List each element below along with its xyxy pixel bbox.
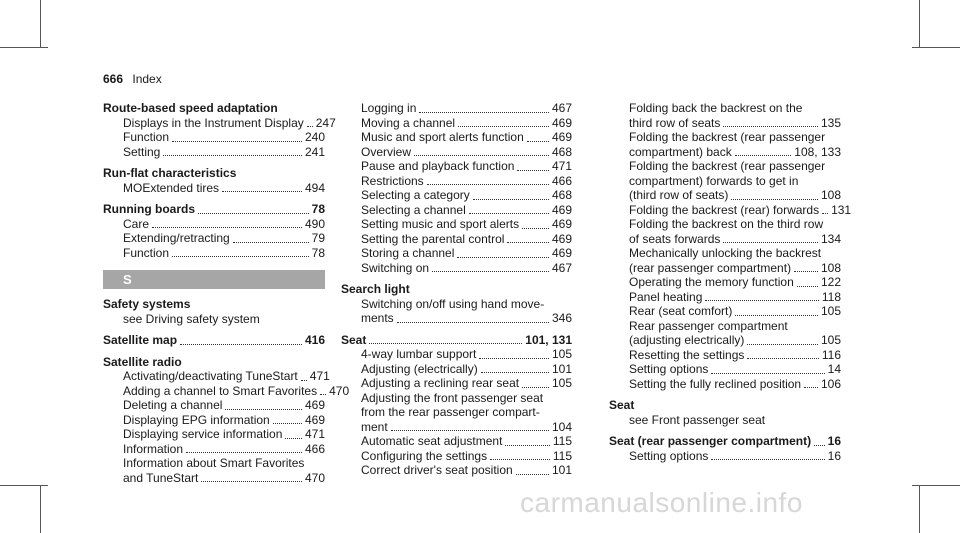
section-title: Index [132,72,162,86]
entry-label: Seat [341,332,367,347]
entry-spacer [103,326,325,333]
index-subentry [341,116,572,131]
page-reference[interactable]: 105 [551,376,572,390]
entry-label: Setting options [629,362,709,376]
index-subentry-text: Folding back the backrest on the [629,101,803,115]
index-heading: Safety systems [103,297,191,311]
index-subentry [103,471,325,486]
entry-label: Setting the parental control [361,231,505,246]
index-column-3 [609,101,852,463]
dot-leader [481,372,549,373]
crop-mark [912,485,960,486]
index-subentry [609,261,841,276]
page-reference[interactable]: 101, 131 [525,332,572,347]
index-subentry [103,231,325,246]
entry-label: MOExtended tires [123,180,220,195]
index-subentry [609,304,841,319]
page-reference[interactable]: 471 [309,369,330,383]
dot-leader [427,184,549,185]
entry-label: Setting music and sport alerts [361,217,520,231]
entry-label: Panel heating [629,289,703,304]
entry-label: Correct driver's seat position [361,463,513,477]
entry-label: Information [123,441,184,456]
dot-leader [397,322,549,323]
index-subentry [103,130,325,145]
index-subentry [609,290,841,305]
index-subentry [341,217,572,232]
index-subentry-text: Rear passenger compartment [629,318,788,333]
dot-leader [507,242,549,243]
entry-label: Activating/deactivating TuneStart [123,369,298,383]
entry-spacer [103,195,325,202]
page-header [103,72,162,86]
page-reference[interactable]: 105 [820,304,841,318]
page-reference[interactable]: 247 [315,115,336,130]
index-subentry-text: Switching on/off using hand move- [361,296,545,311]
index-heading [103,333,325,348]
entry-label: of seats forwards [629,231,721,246]
dot-leader [522,228,549,229]
page-reference[interactable]: 14 [827,362,841,376]
entry-label: Care [123,216,150,231]
index-subentry-text: Folding the backrest on the third row [629,217,824,231]
index-subentry-text: see Driving safety system [123,311,260,326]
entry-label: Overview [361,144,412,159]
dot-leader [414,155,549,156]
entry-label: Running boards [103,202,195,216]
page-reference[interactable]: 471 [304,427,325,441]
index-subentry-text: Adjusting the front passenger seat [361,390,544,405]
page-reference[interactable]: 470 [329,383,350,398]
page-number: 666 [103,72,124,86]
dot-leader [233,242,309,243]
dot-leader [822,213,828,214]
entry-label: Automatic seat adjustment [361,434,503,448]
entry-label: 4-way lumbar support [361,347,477,361]
index-subentry [341,347,572,362]
dot-leader [391,430,549,431]
page-reference[interactable]: 79 [311,231,325,245]
entry-label: Extending/retracting [123,231,230,245]
page-reference[interactable]: 469 [304,412,325,427]
entry-label: Satellite map [103,333,178,347]
dot-leader [473,199,549,200]
crop-mark [40,485,41,533]
entry-label: Restrictions [361,173,424,188]
dot-leader [172,256,309,257]
dot-leader [307,126,313,127]
page-reference[interactable]: 466 [304,441,325,456]
dot-leader [797,286,818,287]
entry-label: (adjusting electrically) [629,333,745,347]
entry-label: ment [361,419,388,434]
entry-label: Music and sport alerts function [361,130,524,144]
entry-label: Displaying service information [123,427,283,441]
page-reference[interactable]: 470 [304,470,325,485]
entry-label: (third row of seats) [629,188,729,202]
entry-spacer [609,391,841,398]
entry-label: Setting [123,144,161,159]
page-reference[interactable]: 106 [820,376,841,391]
page-reference[interactable]: 494 [304,180,325,195]
page-reference[interactable]: 466 [551,173,572,188]
index-subentry [341,261,572,276]
entry-label: (rear passenger compartment) [629,260,792,275]
entry-label: Storing a channel [361,246,455,260]
entry-label: Adjusting a reclining rear seat [361,376,520,390]
dot-leader [517,170,549,171]
dot-leader [285,438,302,439]
dot-leader [505,445,549,446]
entry-spacer [103,159,325,166]
entry-label: Selecting a category [361,188,470,202]
entry-label: Moving a channel [361,115,456,130]
index-subentry [341,174,572,189]
page-reference[interactable]: 16 [827,448,841,463]
dot-leader [469,213,549,214]
index-subentry [609,232,841,247]
index-subentry [103,145,325,160]
page-reference[interactable]: 78 [311,245,325,260]
dot-leader [152,227,302,228]
index-heading [103,202,325,217]
dot-leader [432,271,549,272]
crop-mark [0,485,48,486]
page-reference[interactable]: 469 [551,115,572,130]
index-subentry [609,275,841,290]
dot-leader [458,126,549,127]
entry-spacer [609,427,841,434]
page-reference[interactable]: 469 [551,246,572,260]
index-subentry [609,362,841,377]
page-reference[interactable]: 134 [820,231,841,246]
page-reference[interactable]: 471 [551,159,572,173]
entry-label: Resetting the settings [629,347,745,362]
entry-label: Pause and playback function [361,159,515,173]
index-subentry [341,130,572,145]
index-subentry [103,217,325,232]
dot-leader [711,459,824,460]
entry-label: Deleting a channel [123,398,223,412]
dot-leader [723,126,818,127]
dot-leader [225,409,302,410]
entry-label: third row of seats [629,115,721,130]
dot-leader [814,445,825,446]
entry-label: compartment) back [629,144,732,159]
crop-mark [40,0,41,48]
page-reference[interactable]: 241 [304,144,325,159]
index-column-1 [103,101,350,485]
entry-label: Configuring the settings [361,448,488,463]
page-reference[interactable]: 101 [551,361,572,376]
index-heading [341,333,572,348]
page-reference[interactable]: 469 [551,231,572,246]
page-reference[interactable]: 108, 133 [794,144,841,159]
index-subentry [103,383,350,399]
index-subentry [103,442,325,457]
page-reference[interactable]: 240 [304,130,325,144]
index-subentry [103,181,325,196]
dot-leader [320,394,326,395]
page-reference[interactable]: 108 [820,260,841,275]
dot-leader [723,242,818,243]
page-reference[interactable]: 468 [551,144,572,159]
page-reference[interactable]: 122 [820,275,841,289]
index-subentry [341,246,572,261]
dot-leader [222,191,302,192]
page-reference[interactable]: 105 [820,333,841,347]
crop-mark [919,0,920,48]
index-subentry [609,202,852,218]
entry-label: Function [123,245,170,260]
page-reference[interactable]: 346 [551,311,572,325]
dot-leader [490,459,550,460]
page-reference[interactable]: 467 [551,260,572,275]
dot-leader [301,380,307,381]
dot-leader [419,112,549,113]
page-reference[interactable]: 490 [304,216,325,231]
index-subentry [103,369,330,384]
entry-label: Adjusting (electrically) [361,361,478,376]
entry-spacer [341,275,572,282]
page-reference[interactable]: 101 [551,463,572,477]
index-heading: Run-flat characteristics [103,166,237,180]
page-reference[interactable]: 116 [821,347,841,362]
dot-leader [711,373,824,374]
page-reference[interactable]: 78 [311,202,325,216]
page-reference[interactable]: 131 [831,202,852,217]
entry-label: Operating the memory function [629,275,794,289]
page-reference[interactable]: 115 [552,448,572,463]
index-subentry [103,427,325,442]
index-subentry [341,463,572,478]
page-reference[interactable]: 105 [551,347,572,361]
dot-leader [201,481,302,482]
index-subentry [609,377,841,392]
entry-label: Setting options [629,448,709,463]
dot-leader [369,343,522,344]
entry-label: ments [361,311,394,325]
index-subentry-text: from the rear passenger compart- [361,405,540,419]
index-subentry [609,145,841,160]
crop-mark [919,485,920,533]
index-subentry [341,449,572,464]
index-subentry [103,115,336,131]
index-subentry-text: Folding the backrest (rear passenger [629,159,826,173]
dot-leader [731,199,818,200]
index-subentry [341,232,572,247]
watermark-logo: carmanualsonline.info [520,487,803,518]
page-reference[interactable]: 118 [821,289,841,304]
index-subentry [341,311,572,326]
dot-leader [273,423,302,424]
index-subentry [609,188,841,203]
index-subentry-text: compartment) forwards to get in [629,173,799,188]
page-reference[interactable]: 467 [551,101,572,115]
dot-leader [747,344,818,345]
index-subentry [341,203,572,218]
index-subentry-text: see Front passenger seat [629,412,766,427]
dot-leader [804,387,818,388]
dot-leader [735,155,792,156]
page-reference[interactable]: 469 [304,398,325,412]
entry-label: Selecting a channel [361,202,466,217]
entry-label: and TuneStart [123,470,199,485]
index-subentry [341,159,572,174]
page-reference[interactable]: 108 [820,188,841,202]
dot-leader [172,141,302,142]
entry-label: Function [123,130,170,144]
entry-spacer [103,348,325,355]
entry-label: Setting the fully reclined position [629,376,802,391]
page-reference[interactable]: 468 [551,188,572,202]
index-subentry [341,101,572,116]
index-heading: Seat [609,398,635,412]
page-reference[interactable]: 469 [551,217,572,231]
index-subentry [609,449,841,464]
index-column-2 [341,101,572,478]
entry-spacer [341,326,572,333]
crop-mark [0,47,48,48]
entry-label: Displays in the Instrument Display [123,115,304,130]
dot-leader [705,300,818,301]
page-reference[interactable]: 16 [827,434,841,448]
page-reference[interactable]: 104 [551,419,572,434]
index-subentry-text: Mechanically unlocking the backrest [629,246,822,260]
index-subentry [341,145,572,160]
entry-label: Displaying EPG information [123,412,270,427]
dot-leader [479,358,549,359]
dot-leader [735,315,818,316]
index-subentry [103,413,325,428]
index-subentry [609,333,841,348]
index-heading [609,434,841,449]
section-letter-band: S [103,270,325,289]
index-subentry-text: Information about Smart Favorites [123,456,305,470]
entry-label: Rear (seat comfort) [629,304,733,318]
index-subentry [609,116,841,131]
dot-leader [186,452,302,453]
page-reference[interactable]: 115 [552,434,572,448]
index-heading: Route-based speed adaptation [103,101,278,115]
index-subentry [103,398,325,413]
entry-label: Switching on [361,260,430,275]
page-reference[interactable]: 416 [304,333,325,347]
page-reference[interactable]: 469 [551,130,572,144]
dot-leader [457,257,549,258]
index-subentry [341,420,572,435]
index-heading: Search light [341,282,410,296]
index-subentry [341,434,572,449]
entry-label: Seat (rear passenger compartment) [609,434,812,448]
page-reference[interactable]: 469 [551,202,572,217]
index-subentry [341,376,572,391]
index-subentry [341,362,572,377]
dot-leader [516,474,549,475]
index-subentry [341,188,572,203]
page-reference[interactable]: 135 [820,115,841,130]
dot-leader [794,271,818,272]
dot-leader [527,141,549,142]
dot-leader [198,213,309,214]
index-subentry-text: Folding the backrest (rear passenger [629,130,826,144]
dot-leader [522,387,549,388]
dot-leader [180,344,302,345]
index-heading: Satellite radio [103,354,182,369]
index-subentry [609,348,841,363]
entry-label: Adding a channel to Smart Favorites [123,383,318,398]
entry-label: Folding the backrest (rear) forwards [629,202,820,217]
dot-leader [747,358,818,359]
dot-leader [163,155,302,156]
entry-label: Logging in [361,101,417,115]
crop-mark [912,47,960,48]
index-subentry [103,246,325,261]
